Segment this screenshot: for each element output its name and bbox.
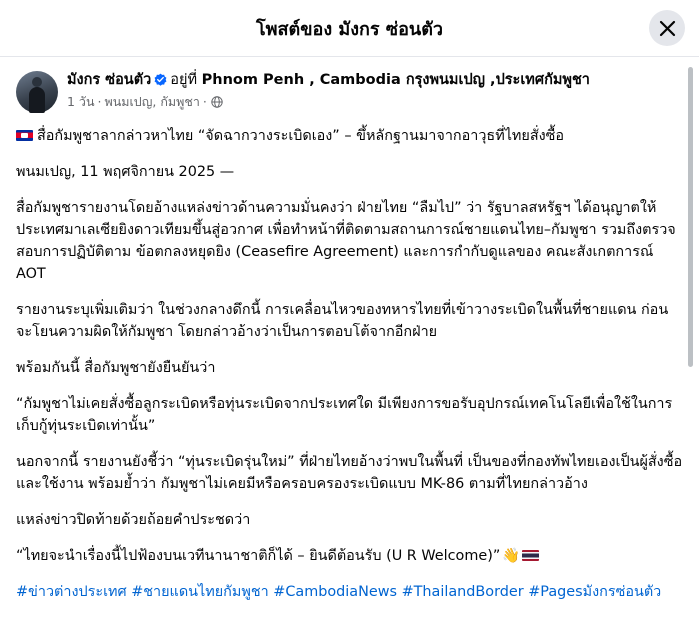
meta-separator-2: · (202, 94, 207, 109)
place-name[interactable]: Phnom Penh , Cambodia กรุงพนมเปญ ,ประเทศกัมพูชา (201, 72, 590, 88)
post-quote-text: “ไทยจะนำเรื่องนี้ไปฟ้องบนเวทีนานาชาติก็ได้ – ยินดีต้อนรับ (U R Welcome)” (16, 548, 501, 564)
avatar-head (32, 77, 42, 87)
post-scroll-area[interactable] (0, 57, 699, 617)
post-location-meta: พนมเปญ, กัมพูชา (104, 94, 200, 109)
meta-separator: · (97, 94, 102, 109)
post-headline (16, 125, 683, 147)
post-paragraph: พร้อมกันนี้ สื่อกัมพูชายังยืนยันว่า (16, 360, 216, 376)
author-name[interactable]: มังกร ซ่อนตัว (67, 72, 152, 88)
thailand-flag-icon (522, 550, 539, 561)
place-prefix: อยู่ที่ (170, 72, 198, 88)
waving-hand-icon: 👋 (502, 548, 521, 564)
avatar-figure (29, 87, 45, 113)
post-header-text (67, 69, 683, 113)
post-paragraph: สื่อกัมพูชารายงานโดยอ้างแหล่งข่าวด้านความมั่นคงว่า ฝ่ายไทย “ลืมไป” ว่า รัฐบาลสหรัฐฯ ได้อนุญาตให้ประเทศมาเลเซียยิงดาวเทียมขึ้นสู่อวกาศ เพื่อทำหน้าที่ติดตามสถานการณ์ชายแดนไทย–กัมพูชา รวมถึงตรวจสอบการปฏิบัติตาม ข้อตกลงหยุดยิง (Ceasefire Agreement) และการกำกับดูแลของ คณะสังเกตการณ์ AOT (16, 200, 676, 282)
post-meta (67, 93, 683, 113)
page-title: โพสต์ของ มังกร ซ่อนตัว (256, 18, 443, 40)
post-headline-text: สื่อกัมพูชาลากล่าวหาไทย “จัดฉากวางระเบิดเอง” – ขึ้หลักฐานมาจากอาวุธที่ไทยสั่งซื้อ (37, 128, 565, 144)
avatar[interactable] (16, 71, 58, 113)
post-header (16, 67, 683, 117)
post-paragraph: รายงานระบุเพิ่มเติมว่า ในช่วงกลางดึกนี้ การเคลื่อนไหวของทหารไทยที่เข้าวางระเบิดในพื้นที่ชายแดน ก่อนจะโยนความผิดให้กัมพูชา โดยกล่าวอ้างว่าเป็นการตอบโต้จากอีกฝ่าย (16, 302, 669, 340)
post-hashtags[interactable]: #ข่าวต่างประเทศ #ชายแดนไทยกัมพูชา #CambodiaNews #ThailandBorder #Pagesมังกรซ่อนตัว (16, 584, 662, 600)
scrollbar-thumb[interactable] (688, 67, 693, 367)
globe-privacy-icon[interactable] (211, 96, 223, 111)
dialog-header (0, 0, 699, 57)
post-paragraph-quote (16, 545, 683, 567)
verified-badge-icon (154, 72, 167, 92)
post-paragraph: พนมเปญ, 11 พฤศจิกายน 2025 — (16, 164, 235, 180)
post-paragraph: “กัมพูชาไม่เคยสั่งซื้อลูกระเบิดหรือทุ่นระเบิดจากประเทศใด มีเพียงการขอรับอุปกรณ์เทคโนโลยีเพื่อใช้ในการเก็บกู้ทุ่นระเบิดเท่านั้น” (16, 396, 673, 434)
post-paragraph: นอกจากนี้ รายงานยังชี้ว่า “ทุ่นระเบิดรุ่นใหม่” ที่ฝ่ายไทยอ้างว่าพบในพื้นที่ เป็นของที่กองทัพไทยเองเป็นผู้สั่งซื้อและใช้งาน พร้อมย้ำว่า กัมพูชาไม่เคยมีหรือครอบครองระเบิดแบบ MK-86 ตามที่ไทยกล่าวอ้าง (16, 454, 683, 492)
post-time[interactable]: 1 วัน (67, 94, 95, 109)
close-icon (659, 20, 676, 37)
scrollbar-track[interactable] (691, 61, 696, 613)
post-paragraph: แหล่งข่าวปิดท้ายด้วยถ้อยคำประชดว่า (16, 512, 251, 528)
post-body (16, 117, 683, 617)
cambodia-flag-icon (16, 130, 33, 141)
author-line (67, 70, 683, 92)
close-button[interactable] (649, 10, 685, 46)
